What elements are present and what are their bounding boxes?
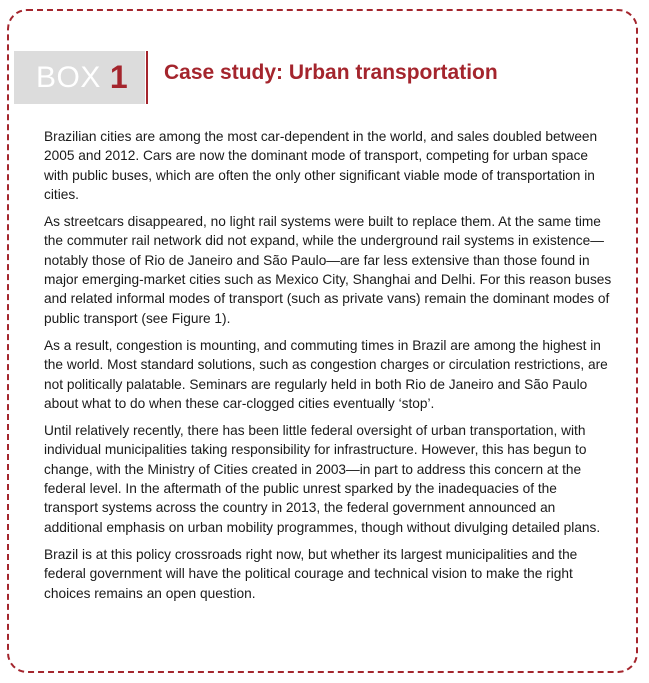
paragraph: Brazil is at this policy crossroads right now, but whether its largest municipalities and the federal government will have the political courage and technical vision to make the right choices remains an open question. — [44, 546, 578, 601]
title-divider — [146, 51, 148, 104]
box-label-word: BOX — [36, 60, 101, 94]
box-label-number: 1 — [109, 59, 128, 95]
paragraph: As streetcars disappeared, no light rail systems were built to replace them. At the same time the commuter rail network did not expand, while the underground rail systems in existence—notably those of Rio de Janeiro and São Paulo—are far less extensive than those found in major emerging-market cities such as Mexico City, Shanghai and Delhi. For this reason buses and related informal modes of transport (such as private vans) remain the dominant modes of public transport (see Figure 1). — [44, 214, 612, 326]
paragraph: Until relatively recently, there has been little federal oversight of urban transportation, with individual municipalities taking responsibility for infrastructure. However, this has begun to change, with the Ministry of Cities created in 2003—in part to address this concern at the federal level. In the aftermath of the public unrest sparked by the inadequacies of the transport systems across the country in 2013, the federal government announced an additional emphasis on urban mobility programmes, though without divulging detailed plans. — [44, 423, 601, 535]
paragraph: As a result, congestion is mounting, and commuting times in Brazil are among the highest in the world. Most standard solutions, such as congestion charges or circulation restrictions, are not politically palatable. Seminars are regularly held in both Rio de Janeiro and São Paulo about what to do when these car-clogged cities eventually ‘stop’. — [44, 337, 608, 411]
box-title: Case study: Urban transportation — [164, 61, 498, 84]
box-label — [14, 51, 145, 104]
paragraph: Brazilian cities are among the most car-dependent in the world, and sales doubled between 2005 and 2012. Cars are now the dominant mode of transport, competing for urban space with public buses, which are often the only other significant viable mode of transportation in cities. — [44, 129, 598, 202]
box-content — [44, 127, 612, 611]
